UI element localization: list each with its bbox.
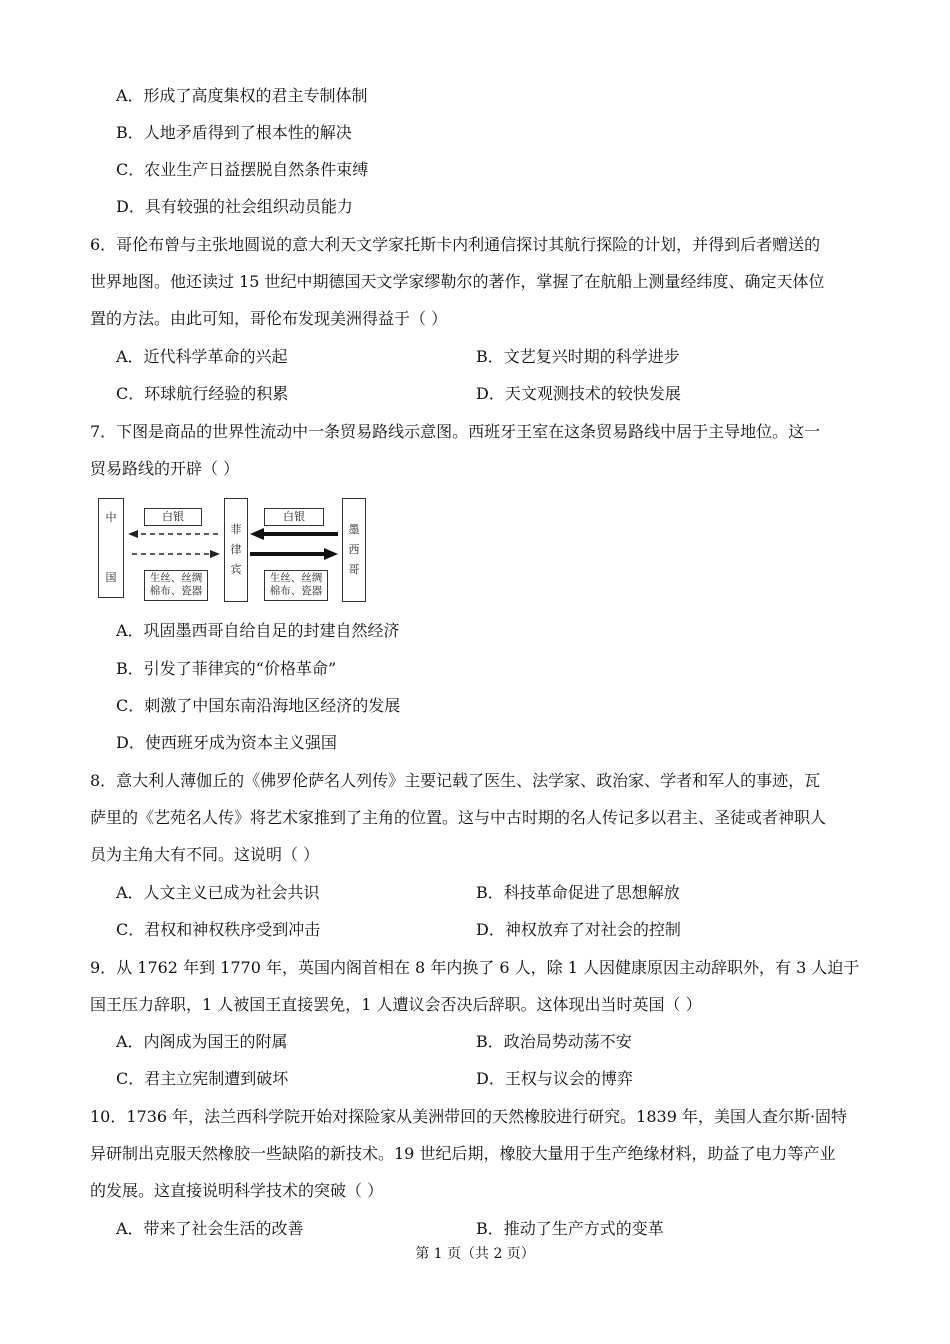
silver-label-right: 白银 <box>264 508 324 526</box>
q10-option-b: B．推动了生产方式的变革 <box>476 1219 664 1238</box>
goods-line: 棉布、瓷器 <box>149 585 203 597</box>
mexico-label-char: 哥 <box>348 563 360 576</box>
q10-stem-line: 10．1736 年，法兰西科学院开始对探险家从美洲带回的天然橡胶进行研究。1839 年，美国人查尔斯·固特 <box>90 1107 848 1126</box>
q10-stem-line: 的发展。这直接说明科学技术的突破（ ） <box>90 1181 384 1200</box>
q8-option-a: A．人文主义已成为社会共识 <box>116 883 320 902</box>
goods-line: 生丝、丝绸 <box>149 572 203 584</box>
q5-option-c: C．农业生产日益摆脱自然条件束缚 <box>116 160 369 179</box>
q8-option-b: B．科技革命促进了思想解放 <box>476 883 680 902</box>
arrowhead-right-icon <box>210 550 220 558</box>
q7-stem-line: 7．下图是商品的世界性流动中一条贸易路线示意图。西班牙王室在这条贸易路线中居于主导地位。这一 <box>90 422 821 441</box>
china-label-char: 国 <box>105 571 117 584</box>
q6-stem-line: 世界地图。他还读过 15 世纪中期德国天文学家缪勒尔的著作，掌握了在航船上测量经纬度、确定天体位 <box>90 272 825 291</box>
china-label-char: 中 <box>105 511 117 524</box>
q6-stem-line: 置的方法。由此可知，哥伦布发现美洲得益于（ ） <box>90 309 448 328</box>
q6-option-d: D．天文观测技术的较快发展 <box>476 384 681 403</box>
q8-option-c: C．君权和神权秩序受到冲击 <box>116 920 321 939</box>
q9-option-b: B．政治局势动荡不安 <box>476 1032 632 1051</box>
philippines-label-char: 宾 <box>230 563 242 576</box>
q8-stem-line: 8．意大利人薄伽丘的《佛罗伦萨名人列传》主要记载了医生、法学家、政治家、学者和军人的事迹，瓦 <box>90 771 821 790</box>
q8-stem-line: 萨里的《艺苑名人传》将艺术家推到了主角的位置。这与中古时期的名人传记多以君主、圣徒或者神职人 <box>90 808 827 827</box>
q10-stem-line: 异研制出克服天然橡胶一些缺陷的新技术。19 世纪后期，橡胶大量用于生产绝缘材料，助益了电力等产业 <box>90 1144 836 1163</box>
goods-line: 生丝、丝绸 <box>269 572 323 584</box>
goods-line: 棉布、瓷器 <box>269 585 323 597</box>
q9-stem-line: 9．从 1762 年到 1770 年，英国内阁首相在 8 年内换了 6 人，除 1 人因健康原因主动辞职外，有 3 人迫于 <box>90 958 860 977</box>
q9-option-c: C．君主立宪制遭到破坏 <box>116 1069 289 1088</box>
philippines-label-char: 菲 <box>230 523 242 536</box>
trade-arrows <box>98 498 366 602</box>
arrowhead-right-icon <box>324 548 338 560</box>
q7-option-b: B．引发了菲律宾的“价格革命” <box>116 659 337 678</box>
silver-label-left: 白银 <box>144 508 202 526</box>
q5-option-d: D．具有较强的社会组织动员能力 <box>116 197 353 216</box>
q5-option-b: B．人地矛盾得到了根本性的解决 <box>116 123 352 142</box>
q8-stem-line: 员为主角大有不同。这说明（ ） <box>90 845 320 864</box>
page-footer: 第 1 页（共 2 页） <box>415 1246 535 1262</box>
trade-route-diagram <box>98 498 366 602</box>
q9-option-a: A．内阁成为国王的附属 <box>116 1032 288 1051</box>
q7-option-a: A．巩固墨西哥自给自足的封建自然经济 <box>116 621 400 640</box>
philippines-label-char: 律 <box>230 543 242 556</box>
q7-option-c: C．刺激了中国东南沿海地区经济的发展 <box>116 696 401 715</box>
q7-stem-line: 贸易路线的开辟（ ） <box>90 459 240 478</box>
q7-option-d: D．使西班牙成为资本主义强国 <box>116 733 337 752</box>
q5-option-a: A．形成了高度集权的君主专制体制 <box>116 86 368 105</box>
q9-stem-line: 国王压力辞职，1 人被国王直接罢免，1 人遭议会否决后辞职。这体现出当时英国（ ） <box>90 995 702 1014</box>
q6-stem-line: 6．哥伦布曾与主张地圆说的意大利天文学家托斯卡内利通信探讨其航行探险的计划，并得到后者赠送的 <box>90 235 821 254</box>
arrowhead-left-icon <box>250 528 264 540</box>
q9-option-d: D．王权与议会的博弈 <box>476 1069 633 1088</box>
q10-option-a: A．带来了社会生活的改善 <box>116 1219 304 1238</box>
q6-option-c: C．环球航行经验的积累 <box>116 384 289 403</box>
mexico-label-char: 西 <box>348 543 360 556</box>
q6-option-a: A．近代科学革命的兴起 <box>116 347 288 366</box>
q8-option-d: D．神权放弃了对社会的控制 <box>476 920 681 939</box>
mexico-label-char: 墨 <box>348 523 360 536</box>
q6-option-b: B．文艺复兴时期的科学进步 <box>476 347 680 366</box>
arrowhead-left-icon <box>128 530 138 538</box>
